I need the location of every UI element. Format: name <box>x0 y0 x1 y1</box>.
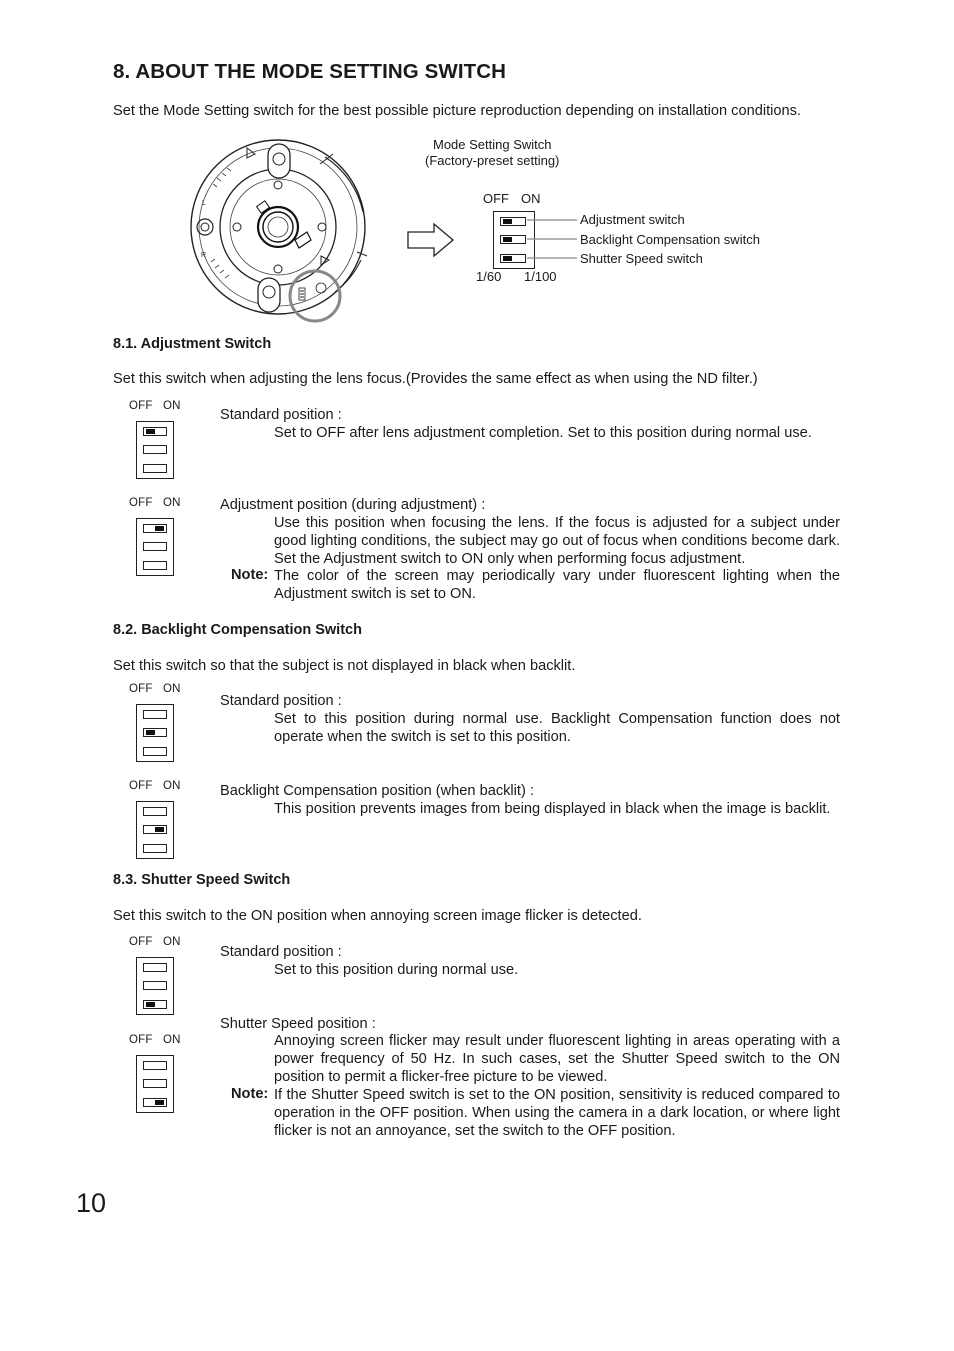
switch-knob <box>155 1100 164 1105</box>
switch-diagram-backlight-standard <box>136 704 174 762</box>
figure-slot-adjustment <box>500 217 526 226</box>
switch-slot <box>143 464 167 473</box>
switch-slot <box>143 963 167 972</box>
position-description: Use this position when focusing the lens. If the focus is adjusted for a subject under good lighting conditions, the subject may go out of focus when conditions become dark. Set the Adjustment switch to ON only when performing focus adjustment. <box>274 515 840 567</box>
switch-diagram-adjustment-standard <box>136 421 174 479</box>
switch-diagram-shutter-on <box>136 1055 174 1113</box>
switch-off-label: OFF <box>129 497 153 509</box>
switch-slot <box>143 1098 167 1107</box>
figure-caption-line2: (Factory-preset setting) <box>425 153 560 168</box>
switch-slot <box>143 445 167 454</box>
switch-slot <box>143 747 167 756</box>
switch-slot <box>143 427 167 436</box>
switch-slot <box>143 844 167 853</box>
figure-slot-backlight <box>500 235 526 244</box>
switch-on-label: ON <box>163 683 181 695</box>
switch-knob <box>503 256 512 261</box>
switch-knob <box>146 429 155 434</box>
figure-leader-lines <box>527 212 579 264</box>
position-heading: Shutter Speed position : <box>220 1016 376 1032</box>
switch-slot <box>143 1079 167 1088</box>
figure-label-shutter: Shutter Speed switch <box>580 251 703 266</box>
position-description: Set to this position during normal use. <box>274 962 519 978</box>
figure-label-backlight: Backlight Compensation switch <box>580 232 760 247</box>
switch-off-label: OFF <box>129 683 153 695</box>
position-description: Annoying screen flicker may result under fluorescent lighting in areas operating with a power frequency of 50 Hz. In such cases, set the Shutter Speed switch to the ON position to permit a flicker-free picture to be viewed. <box>274 1033 840 1085</box>
switch-slot <box>143 710 167 719</box>
section-title-backlight: 8.2. Backlight Compensation Switch <box>113 622 362 638</box>
camera-dome-top-view-icon <box>185 132 375 327</box>
figure-right-value: 1/100 <box>524 269 557 284</box>
figure-off-label: OFF <box>483 191 509 206</box>
switch-slot <box>143 981 167 990</box>
switch-off-label: OFF <box>129 936 153 948</box>
switch-knob <box>155 526 164 531</box>
position-heading: Standard position : <box>220 407 342 423</box>
switch-slot <box>143 728 167 737</box>
position-heading: Standard position : <box>220 693 342 709</box>
position-description: Set to OFF after lens adjustment completion. Set to this position during normal use. <box>274 425 812 441</box>
switch-knob <box>155 827 164 832</box>
figure-on-label: ON <box>521 191 541 206</box>
switch-diagram-shutter-standard <box>136 957 174 1015</box>
figure-label-adjustment: Adjustment switch <box>580 212 685 227</box>
switch-on-label: ON <box>163 400 181 412</box>
note-label: Note: <box>231 1086 269 1102</box>
note-text: The color of the screen may periodically vary under fluorescent lighting when the Adjustment switch is set to ON. <box>274 568 840 602</box>
switch-on-label: ON <box>163 936 181 948</box>
switch-slot <box>143 1061 167 1070</box>
section-intro-adjustment: Set this switch when adjusting the lens focus.(Provides the same effect as when using the ND filter.) <box>113 371 758 387</box>
switch-slot <box>143 524 167 533</box>
switch-on-label: ON <box>163 780 181 792</box>
position-description: Set to this position during normal use. Backlight Compensation function does not operate when the switch is set to this position. <box>274 711 840 745</box>
position-heading: Standard position : <box>220 944 342 960</box>
section-title-shutter: 8.3. Shutter Speed Switch <box>113 872 291 888</box>
svg-text:R: R <box>201 252 207 259</box>
figure-slot-shutter <box>500 254 526 263</box>
note-text: If the Shutter Speed switch is set to the ON position, sensitivity is reduced compared to operation in the OFF position. When using the camera in a dark location, or where light flicker is not an annoyance, set the switch to the OFF position. <box>274 1087 840 1139</box>
position-description: This position prevents images from being displayed in black when the image is backlit. <box>274 801 831 817</box>
section-intro-shutter: Set this switch to the ON position when annoying screen image flicker is detected. <box>113 908 642 924</box>
position-heading: Backlight Compensation position (when backlit) : <box>220 783 534 799</box>
switch-diagram-backlight-on <box>136 801 174 859</box>
switch-slot <box>143 1000 167 1009</box>
switch-slot <box>143 807 167 816</box>
switch-knob <box>146 730 155 735</box>
switch-slot <box>143 561 167 570</box>
switch-on-label: ON <box>163 497 181 509</box>
switch-slot <box>143 542 167 551</box>
switch-on-label: ON <box>163 1034 181 1046</box>
switch-knob <box>503 237 512 242</box>
right-arrow-icon <box>406 222 456 258</box>
switch-knob <box>146 1002 155 1007</box>
switch-off-label: OFF <box>129 1034 153 1046</box>
note-label: Note: <box>231 567 269 583</box>
switch-off-label: OFF <box>129 780 153 792</box>
section-title-adjustment: 8.1. Adjustment Switch <box>113 336 272 352</box>
section-intro-backlight: Set this switch so that the subject is not displayed in black when backlit. <box>113 658 576 674</box>
switch-diagram-adjustment-on <box>136 518 174 576</box>
page-number: 10 <box>76 1188 107 1218</box>
figure-caption-line1: Mode Setting Switch <box>433 137 552 152</box>
switch-off-label: OFF <box>129 400 153 412</box>
position-heading: Adjustment position (during adjustment) : <box>220 497 486 513</box>
figure-left-value: 1/60 <box>476 269 502 284</box>
page-heading: 8. ABOUT THE MODE SETTING SWITCH <box>113 60 507 83</box>
switch-knob <box>503 219 512 224</box>
switch-slot <box>143 825 167 834</box>
intro-paragraph: Set the Mode Setting switch for the best possible picture reproduction depending on installation conditions. <box>113 103 801 119</box>
svg-text:L: L <box>202 200 206 207</box>
